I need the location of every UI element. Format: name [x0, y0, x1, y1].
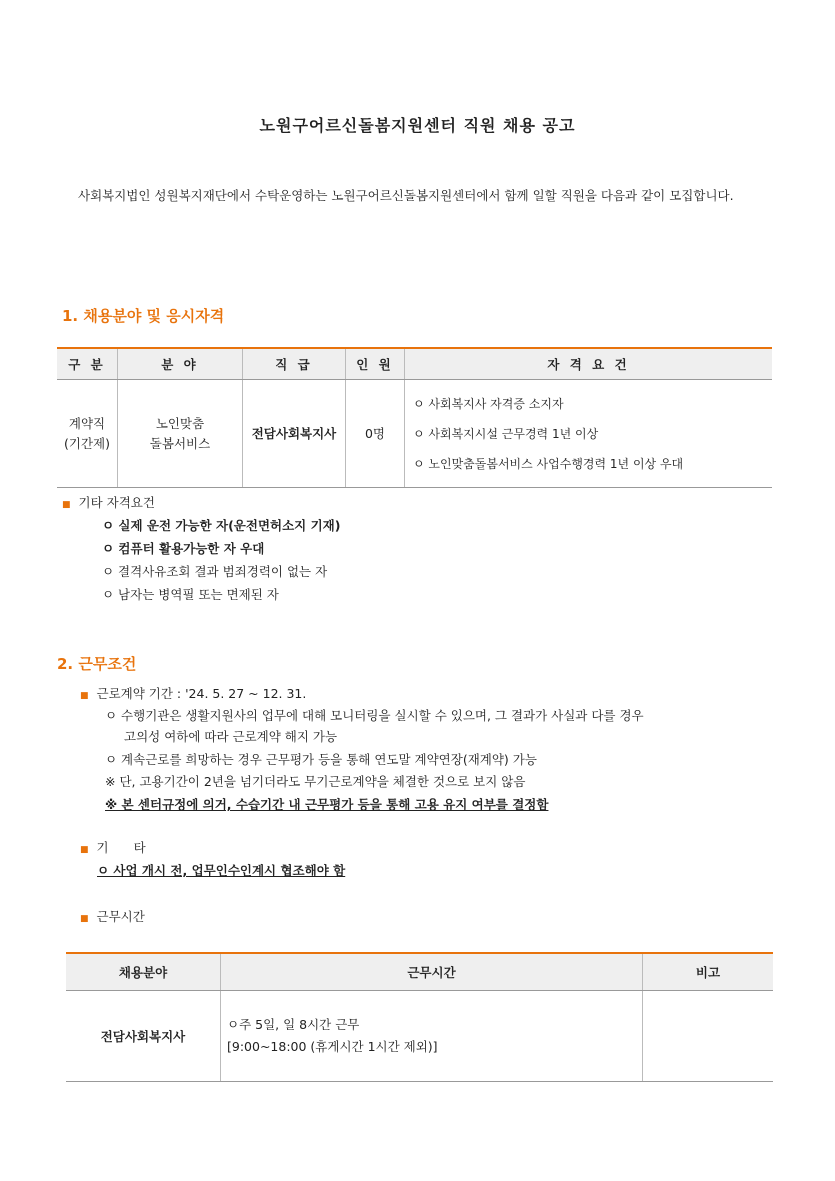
cell-count: 0명	[346, 380, 405, 488]
header-count: 인 원	[346, 348, 405, 380]
table-row	[66, 991, 773, 1082]
header-field: 분 야	[118, 348, 243, 380]
requirement-item: ㅇ 사회복지시설 근무경력 1년 이상	[413, 426, 599, 441]
section2-title: 2. 근무조건	[57, 655, 137, 673]
contract-note: ※ 단, 고용기간이 2년을 넘기더라도 무기근로계약을 체결한 것으로 보지 않음	[105, 774, 526, 789]
cell-requirements	[405, 380, 773, 488]
etc-heading: ■ 기 타	[80, 840, 146, 855]
page-title: 노원구어르신돌봄지원센터 직원 채용 공고	[259, 116, 576, 135]
header-field: 채용분야	[66, 953, 221, 991]
square-bullet-icon: ■	[80, 845, 89, 855]
etc-item: ㅇ 사업 개시 전, 업무인수인계시 협조해야 함	[97, 863, 346, 878]
header-type: 구 분	[57, 348, 118, 380]
cell-note	[643, 991, 774, 1082]
section1-title: 1. 채용분야 및 응시자격	[62, 307, 225, 325]
square-bullet-icon: ■	[62, 500, 71, 510]
table-row	[57, 380, 772, 488]
other-item: ㅇ 컴퓨터 활용가능한 자 우대	[102, 541, 265, 556]
contract-period: ■ 근로계약 기간 : '24. 5. 27 ~ 12. 31.	[80, 686, 307, 701]
requirement-item: ㅇ 사회복지사 자격증 소지자	[413, 396, 564, 411]
hours-heading: ■ 근무시간	[80, 909, 145, 924]
cell-hours: ㅇ주 5일, 일 8시간 근무 [9:00~18:00 (휴게시간 1시간 제외)]	[221, 991, 643, 1082]
contract-note-important: ※ 본 센터규정에 의거, 수습기간 내 근무평가 등을 통해 고용 유지 여부를 결정함	[105, 797, 549, 812]
other-item: ㅇ 남자는 병역필 또는 면제된 자	[102, 587, 279, 602]
contract-item: ㅇ 계속근로를 희망하는 경우 근무평가 등을 통해 연도말 계약연장(재계약) 가능	[105, 752, 537, 767]
square-bullet-icon: ■	[80, 691, 89, 701]
other-item: ㅇ 결격사유조회 결과 범죄경력이 없는 자	[102, 564, 328, 579]
header-note: 비고	[643, 953, 774, 991]
header-position: 직 급	[243, 348, 346, 380]
contract-item: ㅇ 수행기관은 생활지원사의 업무에 대해 모니터링을 실시할 수 있으며, 그 결과가 사실과 다를 경우	[105, 708, 644, 723]
other-requirements-heading: ■ 기타 자격요건	[62, 495, 155, 510]
cell-type: 계약직 (기간제)	[57, 380, 118, 488]
intro-paragraph: 사회복지법인 성원복지재단에서 수탁운영하는 노원구어르신돌봄지원센터에서 함께 일할 직원을 다음과 같이 모집합니다.	[78, 188, 734, 203]
work-hours-table	[66, 952, 773, 1082]
cell-field: 노인맞춤 돌봄서비스	[118, 380, 243, 488]
cell-position: 전담사회복지사	[243, 380, 346, 488]
other-item: ㅇ 실제 운전 가능한 자(운전면허소지 기재)	[102, 518, 341, 533]
header-hours: 근무시간	[221, 953, 643, 991]
requirement-item: ㅇ 노인맞춤돌봄서비스 사업수행경력 1년 이상 우대	[413, 456, 684, 471]
cell-field: 전담사회복지사	[66, 991, 221, 1082]
square-bullet-icon: ■	[80, 914, 89, 924]
header-requirements: 자 격 요 건	[405, 348, 773, 380]
qualification-table	[57, 347, 772, 488]
contract-item-cont: 고의성 여하에 따라 근로계약 해지 가능	[124, 729, 338, 744]
